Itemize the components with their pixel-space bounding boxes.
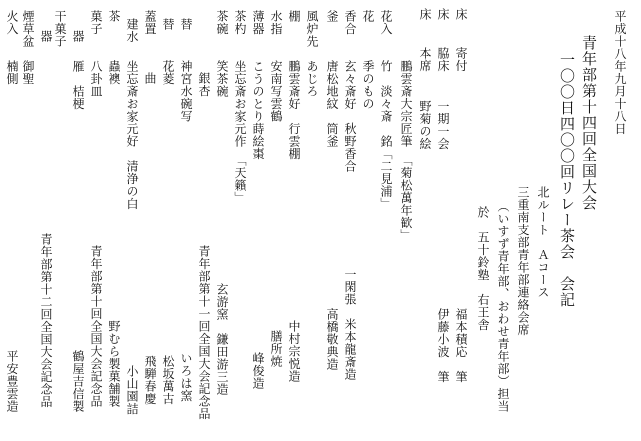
- item-label: 茶杓: [233, 10, 247, 35]
- item-label: 香合: [343, 10, 357, 35]
- item-label: 薄器: [251, 10, 265, 35]
- item-text: 竹 淡々斎 銘「二見浦」: [379, 60, 393, 210]
- item-text: 玄游窯 鎌田游三造: [215, 283, 229, 396]
- item-text: 野菊の絵: [418, 100, 432, 150]
- item-text: 青年部第十一回全国大会記念品: [197, 245, 211, 420]
- venue: 於 五十鈴塾 右王舎: [476, 206, 490, 331]
- item-text: 峰俊造: [251, 352, 265, 390]
- item-text: 坐忘斎お家元作 「天籟」: [233, 60, 247, 204]
- item-label: 器: [39, 30, 53, 43]
- item-text: 御聖: [21, 60, 35, 85]
- item-text: 安南写雲鶴: [269, 60, 283, 123]
- item-label: 水指: [269, 10, 283, 35]
- item-text: 野むら製菓舗製: [107, 320, 121, 408]
- item-label: 蓋置: [143, 10, 157, 35]
- item-text: 銀杏: [197, 72, 211, 97]
- item-label: 建水: [125, 18, 139, 43]
- item-text: 寄付: [454, 47, 468, 72]
- item-text: 鵬雲斎好 行雲棚: [287, 60, 301, 160]
- item-text: 雁 桔梗: [71, 60, 85, 110]
- item-label: 菓子: [89, 10, 103, 35]
- item-label: 棚: [287, 10, 301, 23]
- item-label: 床: [454, 8, 468, 21]
- item-text: 神宮水碗写: [179, 60, 193, 123]
- item-text: 脇床: [436, 47, 450, 72]
- item-label: 風炉先: [305, 10, 319, 48]
- item-label: 茶: [107, 10, 121, 23]
- item-text: 坐忘斎お家元好 清浄の白: [125, 60, 139, 210]
- item-label: 床: [418, 8, 432, 21]
- item-text: 蟲襖: [107, 60, 121, 85]
- item-label: 花: [361, 10, 375, 23]
- item-label: 器: [71, 30, 85, 43]
- item-text: 一閑張 米本龍斎造: [343, 268, 357, 381]
- item-text: いろは窯: [179, 352, 193, 402]
- item-text: 唐松地紋 筒釜: [325, 60, 339, 148]
- item-text: あじろ: [305, 60, 319, 98]
- item-label: 床: [436, 8, 450, 21]
- item-text: 高橋敬典造: [325, 308, 339, 371]
- document-subtitle: 一〇〇日四〇〇回リレー茶会 会記: [558, 52, 576, 308]
- item-label: 干菓子: [53, 10, 67, 48]
- item-text: 一期一会: [436, 100, 450, 150]
- item-label: 花入: [379, 10, 393, 35]
- item-text: 笑茶碗: [215, 60, 229, 98]
- item-text: 伊藤小波 筆: [436, 308, 450, 383]
- item-label: 茶碗: [215, 10, 229, 35]
- item-label: 火入: [5, 10, 19, 35]
- item-text: 小山園詰: [125, 365, 139, 415]
- item-text: 鶴屋吉信製: [71, 350, 85, 413]
- item-label: 煙草盆: [21, 10, 35, 48]
- item-text: 本席: [418, 47, 432, 72]
- item-text: 八卦皿: [89, 60, 103, 98]
- route-label: 北ルート Ａコース: [536, 186, 550, 299]
- item-text: 平安豊雲造: [5, 350, 19, 413]
- item-text: 楠側: [5, 60, 19, 85]
- item-label: 替: [179, 18, 193, 31]
- item-text: 玄々斎好 秋野香合: [343, 60, 357, 173]
- item-text: 飛騨春慶: [143, 355, 157, 405]
- item-text: 松坂萬古: [161, 355, 175, 405]
- item-label: 釜: [325, 10, 339, 23]
- item-text: 曲: [143, 72, 157, 85]
- item-label: 替: [161, 18, 175, 31]
- item-text: 中村宗悦造: [287, 320, 301, 383]
- item-text: 青年部第十回全国大会記念品: [89, 245, 103, 408]
- item-text: 鵬雲斎大宗匠筆 「菊松萬年歓」: [399, 60, 413, 242]
- item-text: こうのとり蒔絵棗: [251, 60, 265, 160]
- host-organization: 三重南支部青年部連絡会席: [516, 186, 530, 336]
- document-date: 平成十八年九月十八日: [613, 10, 627, 135]
- item-text: 膳所焼: [269, 330, 283, 368]
- item-text: 福本積応 筆: [454, 308, 468, 383]
- item-text: 青年部第十二回全国大会記念品: [39, 233, 53, 408]
- item-text: 花菱: [161, 60, 175, 85]
- item-text: 季のもの: [361, 60, 375, 110]
- document-title: 青年部第十四回全国大会: [580, 35, 598, 211]
- host-detail: （いすず青年部、おわせ青年部）担当: [496, 200, 510, 413]
